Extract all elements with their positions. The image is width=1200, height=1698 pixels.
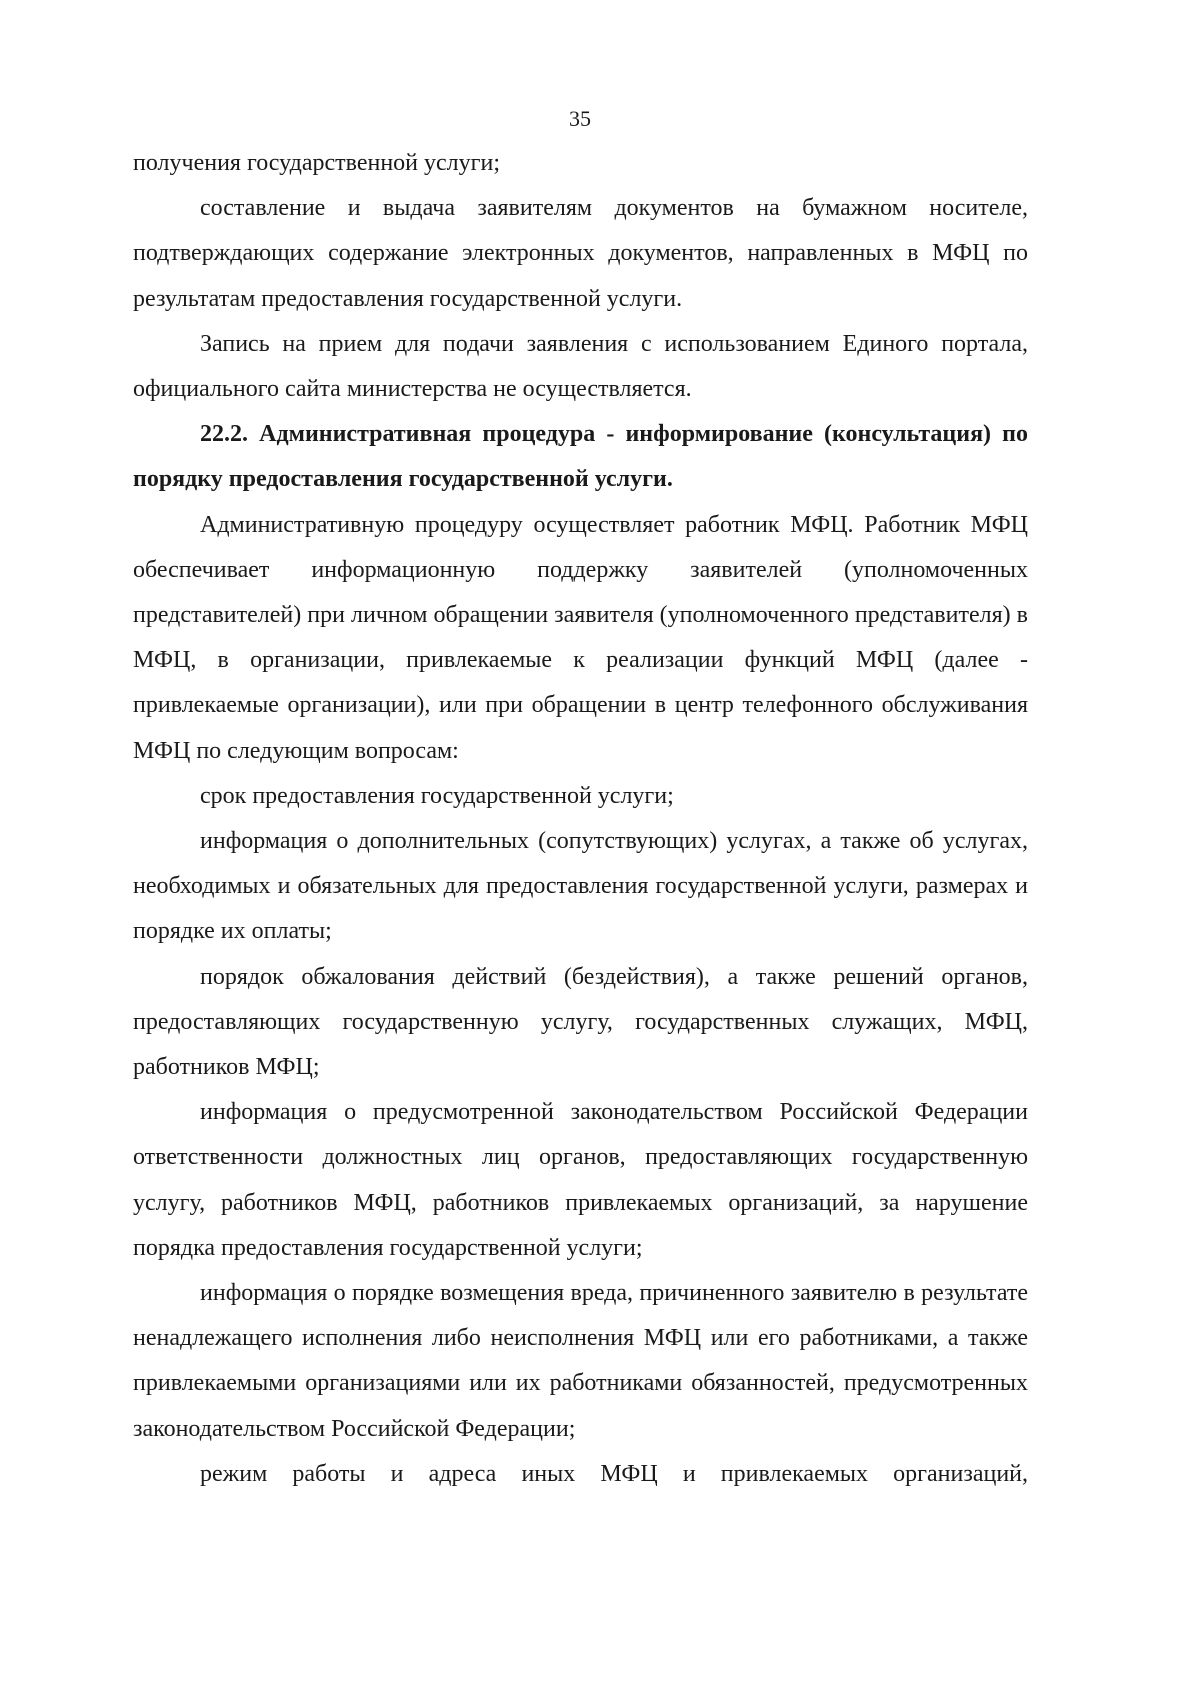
list-item-working-hours: режим работы и адреса иных МФЦ и привлекаемых организаций, <box>200 1460 1028 1487</box>
list-item-appeal-procedure: порядок обжалования действий (бездействия), а также решений органов, предоставляющих государственную услугу, государственных служащих, МФЦ, работников МФЦ; <box>133 963 1028 1081</box>
paragraph-mfc-worker: Административную процедуру осуществляет работник МФЦ. Работник МФЦ обеспечивает информационную поддержку заявителей (уполномоченных представителей) при личном обращении заявителя (уполномоченного представителя) в МФЦ, в организации, привлекаемые к реализации функций МФЦ (далее - привлекаемые организации), или при обращении в центр телефонного обслуживания МФЦ по следующим вопросам: <box>133 511 1028 764</box>
paragraph-appointment: Запись на прием для подачи заявления с использованием Единого портала, официального сайта министерства не осуществляется. <box>133 330 1028 403</box>
list-item-service-term: срок предоставления государственной услуги; <box>200 782 674 809</box>
document-body <box>133 141 1028 1497</box>
section-heading-22-2: 22.2. Административная процедура - информирование (консультация) по порядку предоставления государственной услуги. <box>133 421 1028 493</box>
paragraph-continuation: получения государственной услуги; <box>133 150 500 176</box>
paragraph-paper-documents: составление и выдача заявителям документов на бумажном носителе, подтверждающих содержание электронных документов, направленных в МФЦ по результатам предоставления государственной услуги. <box>133 195 1028 312</box>
list-item-additional-services: информация о дополнительных (сопутствующих) услугах, а также об услугах, необходимых и обязательных для предоставления государственной услуги, размерах и порядке их оплаты; <box>133 828 1028 945</box>
page-number: 35 <box>569 106 591 131</box>
list-item-damage-compensation: информация о порядке возмещения вреда, причиненного заявителю в результате ненадлежащего исполнения либо неисполнения МФЦ или его работниками, а также привлекаемыми организациями или их работниками обязанностей, предусмотренных законодательством Российской Федерации; <box>133 1280 1028 1442</box>
list-item-liability: информация о предусмотренной законодательством Российской Федерации ответственности должностных лиц органов, предоставляющих государственную услугу, работников МФЦ, работников привлекаемых организаций, за нарушение порядка предоставления государственной услуги; <box>133 1099 1028 1261</box>
